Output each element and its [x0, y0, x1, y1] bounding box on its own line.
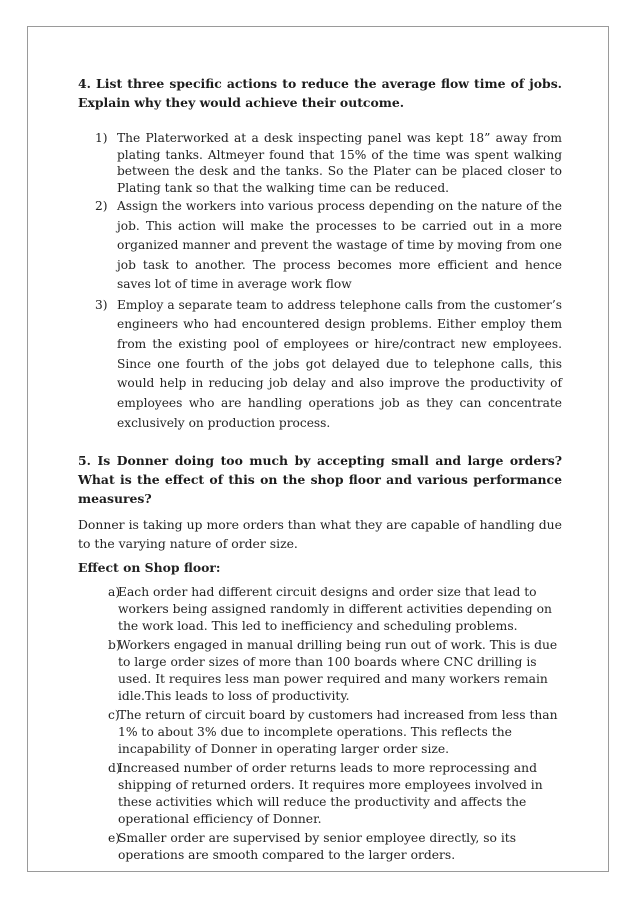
- question-5-heading: 5. Is Donner doing too much by accepting small and large orders? What is the effect of this on the shop floor and various performance measures?: [78, 453, 562, 507]
- list-item: [78, 760, 562, 828]
- list-item: [78, 197, 562, 295]
- question-4-heading: 4. List three specific actions to reduce the average flow time of jobs. Explain why they would achieve their outcome.: [78, 76, 562, 110]
- list-item-text: Employ a separate team to address telephone calls from the customer’s engineers who had encountered design problems. Either employ them from the existing pool of employees or hire/contract new employees. Since one fourth of the jobs got delayed due to telephone calls, this would help in reducing job delay and also improve the productivity of employees who are handling operations job as they can concentrate exclusively on production process.: [117, 297, 562, 430]
- list-item: [78, 637, 562, 705]
- list-item-text: Increased number of order returns leads to more reprocessing and shipping of returned orders. It requires more employees involved in these activities which will reduce the productivity and affects the operational efficiency of Donner.: [118, 761, 543, 827]
- list-number: 2): [95, 199, 108, 213]
- document-body: [78, 74, 562, 866]
- list-item: [78, 707, 562, 758]
- list-item: [78, 130, 562, 196]
- list-item-text: The Platerworked at a desk inspecting panel was kept 18” away from plating tanks. Altmeyer found that 15% of the time was spent walking between the desk and the tanks. So the Plater can be placed closer to Plating tank so that the walking time can be reduced.: [117, 131, 562, 195]
- list-letter: e): [108, 831, 121, 846]
- list-letter: b): [108, 638, 121, 653]
- question-5-intro: Donner is taking up more orders than what they are capable of handling due to the varying nature of order size.: [78, 517, 562, 552]
- list-item: [78, 830, 562, 864]
- shop-floor-subheading: Effect on Shop floor:: [78, 560, 221, 576]
- list-item: [78, 296, 562, 434]
- list-letter: c): [108, 708, 120, 723]
- list-item-text: Smaller order are supervised by senior employee directly, so its operations are smooth compared to the larger orders.: [118, 831, 517, 863]
- q4-action-list: [78, 130, 562, 433]
- list-item-text: The return of circuit board by customers had increased from less than 1% to about 3% due to incomplete operations. This reflects the incapability of Donner in operating larger order size.: [118, 708, 558, 757]
- list-item: [78, 584, 562, 635]
- list-item-text: Workers engaged in manual drilling being run out of work. This is due to large order sizes of more than 100 boards where CNC drilling is used. It requires less man power required and many workers remain idle.This leads to loss of productivity.: [118, 638, 558, 704]
- list-letter: d): [108, 761, 121, 776]
- list-item-text: Each order had different circuit designs and order size that lead to workers being assigned randomly in different activities depending on the work load. This led to inefficiency and scheduling problems.: [118, 585, 552, 634]
- shop-floor-effects-list: [78, 584, 562, 864]
- list-number: 3): [95, 297, 108, 312]
- list-number: 1): [95, 131, 108, 145]
- list-item-text: Assign the workers into various process depending on the nature of the job. This action will make the processes to be carried out in a more organized manner and prevent the wastage of time by moving from one job task to another. The process becomes more efficient and hence saves lot of time in average work flow: [117, 199, 562, 291]
- list-letter: a): [108, 585, 121, 600]
